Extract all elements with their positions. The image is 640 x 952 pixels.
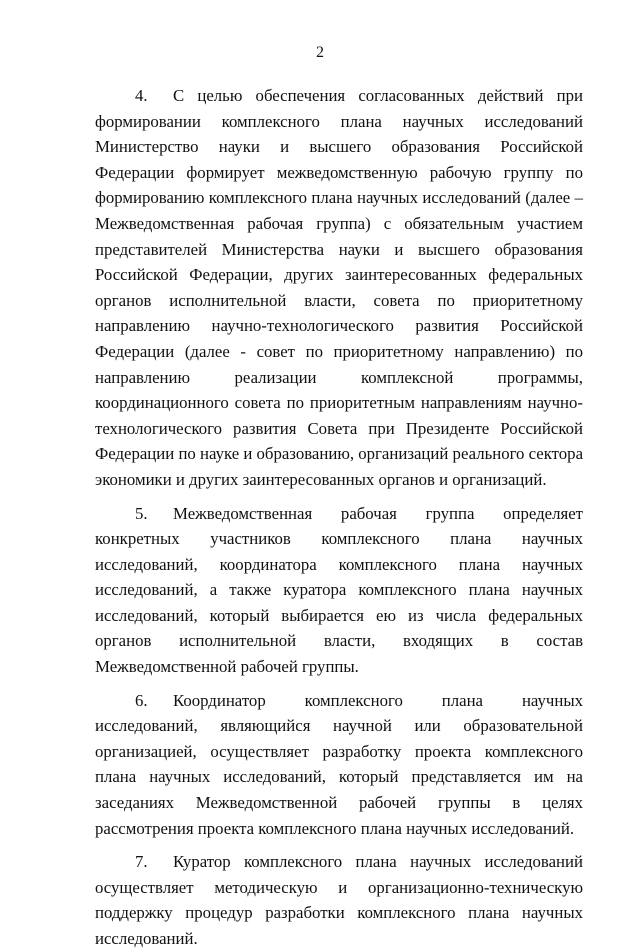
- paragraph-5: [95, 501, 583, 680]
- paragraph-number: 7.: [135, 852, 148, 872]
- paragraph-text: Координатор комплексного плана научных исследований, являющийся научной или образовательной организацией, осуществляет разработку проекта комплексного плана научных исследований, который представляется им на заседаниях Межведомственной рабочей группы в целях рассмотрения проекта комплексного плана научных исследований.: [95, 690, 583, 838]
- document-body: [95, 83, 583, 952]
- paragraph-7: [95, 849, 583, 951]
- paragraph-text: Межведомственная рабочая группа определяет конкретных участников комплексного плана научных исследований, координатора комплексного плана научных исследований, а также куратора комплексного плана научных исследований, который выбирается ею из числа федеральных органов исполнительной власти, входящих в состав Межведомственной рабочей группы.: [95, 503, 583, 677]
- page-number: 2: [316, 44, 324, 61]
- paragraph-number: 6.: [135, 690, 148, 710]
- paragraph-text: С целью обеспечения согласованных действий при формировании комплексного плана научных исследований Министерство науки и высшего образования Российской Федерации формирует межведомственную рабочую группу по формированию комплексного плана научных исследований (далее – Межведомственная рабочая группа) с обязательным участием представителей Министерства науки и высшего образования Российской Федерации, других заинтересованных федеральных органов исполнительной власти, совета по приоритетному направлению научно-технологического развития Российской Федерации (далее - совет по приоритетному направлению) по направлению реализации комплексной программы, координационного совета по приоритетным направлениям научно-технологического развития Совета при Президенте Российской Федерации по науке и образованию, организаций реального сектора экономики и других заинтересованных органов и организаций.: [95, 86, 584, 489]
- paragraph-6: [95, 688, 583, 842]
- paragraph-text: Куратор комплексного плана научных исследований осуществляет методическую и организационно-техническую поддержку процедур разработки комплексного плана научных исследований.: [95, 852, 583, 948]
- paragraph-4: [95, 83, 583, 493]
- paragraph-number: 5.: [135, 503, 148, 523]
- paragraph-number: 4.: [135, 86, 148, 105]
